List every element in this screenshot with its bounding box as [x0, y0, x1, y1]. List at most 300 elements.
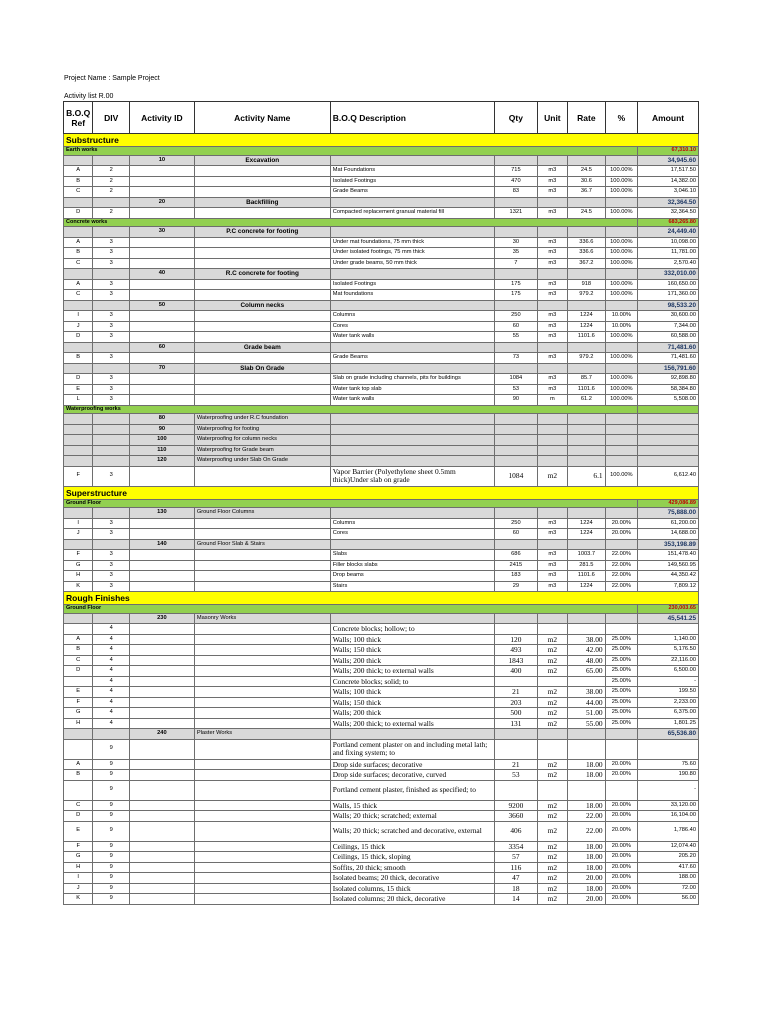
cell-unit: m3	[537, 581, 567, 592]
table-row[interactable]	[64, 687, 699, 698]
cell-activity-id: 70	[129, 363, 194, 374]
header-boq-ref[interactable]: B.O.Q Ref	[64, 102, 93, 134]
cell-activity-id	[129, 852, 194, 863]
cell-percent	[605, 739, 637, 759]
activity-row[interactable]	[64, 613, 699, 624]
cell-qty: 90	[495, 395, 538, 406]
cell-qty: 57	[495, 852, 538, 863]
activity-row[interactable]	[64, 539, 699, 550]
table-row[interactable]	[64, 166, 699, 177]
cell-div	[93, 435, 130, 446]
cell-div	[93, 414, 130, 425]
activity-row[interactable]	[64, 414, 699, 425]
cell-div: 3	[93, 518, 130, 529]
cell-description: Drop side surfaces; decorative, curved	[330, 770, 494, 781]
activity-row[interactable]	[64, 197, 699, 208]
cell-empty	[495, 613, 538, 624]
cell-rate: 42.00	[568, 645, 606, 656]
cell-qty: 7	[495, 258, 538, 269]
cell-amount: 61,200.00	[638, 518, 699, 529]
cell-div: 9	[93, 800, 130, 811]
cell-div	[93, 197, 130, 208]
cell-div	[93, 363, 130, 374]
cell-qty: 60	[495, 529, 538, 540]
cell-rate: 65.00	[568, 666, 606, 677]
cell-rate: 38.00	[568, 687, 606, 698]
subsection-amount: 683,265.80	[638, 218, 699, 227]
cell-amount: 417.60	[638, 862, 699, 873]
cell-div: 9	[93, 780, 130, 800]
cell-rate: 1003.7	[568, 550, 606, 561]
cell-ref	[64, 508, 93, 519]
cell-rate: 55.00	[568, 718, 606, 729]
cell-amount: 190.80	[638, 770, 699, 781]
cell-empty	[605, 539, 637, 550]
cell-unit: m2	[537, 759, 567, 770]
table-row[interactable]	[64, 718, 699, 729]
cell-activity-amount: 353,198.89	[638, 539, 699, 550]
activity-row[interactable]	[64, 424, 699, 435]
cell-unit: m2	[537, 800, 567, 811]
table-row[interactable]	[64, 676, 699, 687]
cell-amount: 60,588.00	[638, 332, 699, 343]
cell-activity-id	[129, 697, 194, 708]
cell-empty	[495, 300, 538, 311]
cell-activity-id: 240	[129, 729, 194, 740]
cell-activity-id	[129, 862, 194, 873]
header-boq-description[interactable]: B.O.Q Description	[330, 102, 494, 134]
cell-ref: C	[64, 258, 93, 269]
cell-unit: m2	[537, 841, 567, 852]
cell-activity-name	[194, 841, 330, 852]
cell-description: Walls; 20 thick; scratched; external	[330, 811, 494, 822]
cell-ref: C	[64, 800, 93, 811]
table-row[interactable]	[64, 841, 699, 852]
cell-activity-id	[129, 718, 194, 729]
cell-percent: 25.00%	[605, 666, 637, 677]
cell-percent	[605, 780, 637, 800]
cell-ref: A	[64, 237, 93, 248]
cell-empty	[605, 613, 637, 624]
table-row[interactable]	[64, 353, 699, 364]
cell-activity-name: Backfilling	[194, 197, 330, 208]
cell-rate: 85.7	[568, 374, 606, 385]
table-row[interactable]	[64, 529, 699, 540]
cell-rate: 281.5	[568, 560, 606, 571]
cell-ref	[64, 780, 93, 800]
table-row[interactable]	[64, 311, 699, 322]
cell-activity-name: Plaster Works	[194, 729, 330, 740]
cell-rate: 20.00	[568, 873, 606, 884]
cell-activity-name: Grade beam	[194, 342, 330, 353]
cell-description: Water tank walls	[330, 395, 494, 406]
cell-empty	[605, 435, 637, 446]
cell-qty: 250	[495, 518, 538, 529]
cell-description: Concrete blocks; hollow; to	[330, 624, 494, 635]
cell-activity-id	[129, 166, 194, 177]
cell-description: Isolated beams; 20 thick, decorative	[330, 873, 494, 884]
activity-row[interactable]	[64, 435, 699, 446]
cell-description: Concrete blocks; solid; to	[330, 676, 494, 687]
cell-empty	[605, 729, 637, 740]
cell-unit: m	[537, 395, 567, 406]
cell-amount: 58,384.80	[638, 384, 699, 395]
cell-div: 3	[93, 290, 130, 301]
cell-div: 2	[93, 166, 130, 177]
cell-percent: 25.00%	[605, 697, 637, 708]
cell-ref	[64, 300, 93, 311]
cell-empty	[537, 414, 567, 425]
cell-activity-name	[194, 634, 330, 645]
cell-amount: 16,104.00	[638, 811, 699, 822]
cell-ref: J	[64, 529, 93, 540]
table-row[interactable]	[64, 655, 699, 666]
table-row[interactable]	[64, 645, 699, 656]
cell-rate: 44.00	[568, 697, 606, 708]
cell-amount	[638, 624, 699, 635]
cell-empty	[330, 342, 494, 353]
header-rate[interactable]: Rate	[568, 102, 606, 134]
cell-unit: m2	[537, 883, 567, 894]
activity-row[interactable]	[64, 342, 699, 353]
cell-activity-id: 50	[129, 300, 194, 311]
table-row[interactable]	[64, 332, 699, 343]
cell-activity-name: Waterproofing for column necks	[194, 435, 330, 446]
cell-qty: 73	[495, 353, 538, 364]
cell-percent: 100.00%	[605, 176, 637, 187]
header-activity-id[interactable]: Activity ID	[129, 102, 194, 134]
cell-activity-id	[129, 466, 194, 486]
cell-qty: 500	[495, 708, 538, 719]
cell-empty	[330, 435, 494, 446]
table-row[interactable]	[64, 395, 699, 406]
activity-row[interactable]	[64, 363, 699, 374]
header-unit[interactable]: Unit	[537, 102, 567, 134]
cell-qty: 250	[495, 311, 538, 322]
cell-rate: 1224	[568, 529, 606, 540]
table-row[interactable]	[64, 624, 699, 635]
cell-activity-name: Waterproofing under Slab On Grade	[194, 456, 330, 467]
cell-activity-id	[129, 666, 194, 677]
table-row[interactable]	[64, 321, 699, 332]
cell-ref: C	[64, 655, 93, 666]
cell-amount: 6,500.00	[638, 666, 699, 677]
cell-description: Water tank walls	[330, 332, 494, 343]
cell-activity-name: Waterproofing for footing	[194, 424, 330, 435]
cell-activity-name	[194, 862, 330, 873]
cell-percent: 100.00%	[605, 353, 637, 364]
table-row[interactable]	[64, 780, 699, 800]
header-div[interactable]: DIV	[93, 102, 130, 134]
table-row[interactable]	[64, 666, 699, 677]
cell-amount: 5,508.00	[638, 395, 699, 406]
cell-qty	[495, 780, 538, 800]
cell-rate: 18.00	[568, 862, 606, 873]
header-activity-name[interactable]: Activity Name	[194, 102, 330, 134]
cell-activity-name	[194, 395, 330, 406]
cell-activity-name	[194, 883, 330, 894]
cell-ref: A	[64, 279, 93, 290]
header-amount[interactable]: Amount	[638, 102, 699, 134]
cell-rate: 1224	[568, 581, 606, 592]
cell-amount: 199.50	[638, 687, 699, 698]
cell-activity-amount: 71,481.60	[638, 342, 699, 353]
cell-unit: m3	[537, 571, 567, 582]
table-row[interactable]	[64, 634, 699, 645]
cell-description: Walls; 200 thick; to external walls	[330, 718, 494, 729]
cell-activity-amount: 332,010.00	[638, 269, 699, 280]
subsection-amount: 429,086.89	[638, 499, 699, 508]
cell-description: Walls, 15 thick	[330, 800, 494, 811]
table-row[interactable]	[64, 550, 699, 561]
table-row[interactable]	[64, 739, 699, 759]
cell-activity-name: Ground Floor Columns	[194, 508, 330, 519]
cell-activity-id	[129, 353, 194, 364]
cell-unit: m3	[537, 321, 567, 332]
cell-activity-id	[129, 550, 194, 561]
cell-qty: 1843	[495, 655, 538, 666]
cell-div: 3	[93, 279, 130, 290]
cell-activity-name: Column necks	[194, 300, 330, 311]
cell-empty	[495, 445, 538, 456]
table-row[interactable]	[64, 811, 699, 822]
cell-empty	[568, 456, 606, 467]
cell-div: 9	[93, 739, 130, 759]
cell-empty	[605, 424, 637, 435]
cell-activity-name	[194, 894, 330, 905]
cell-activity-name	[194, 560, 330, 571]
cell-ref: D	[64, 208, 93, 219]
activity-row[interactable]	[64, 227, 699, 238]
cell-ref: D	[64, 811, 93, 822]
cell-unit: m2	[537, 811, 567, 822]
cell-empty	[605, 227, 637, 238]
cell-activity-name	[194, 208, 330, 219]
cell-description: Soffits, 20 thick; smooth	[330, 862, 494, 873]
cell-qty: 183	[495, 571, 538, 582]
cell-activity-name: R.C concrete for footing	[194, 269, 330, 280]
cell-div: 2	[93, 176, 130, 187]
cell-activity-name	[194, 873, 330, 884]
cell-empty	[605, 342, 637, 353]
subsection-amount: 230,003.65	[638, 605, 699, 614]
cell-qty: 29	[495, 581, 538, 592]
cell-unit: m2	[537, 634, 567, 645]
subsection-title: Ground Floor	[64, 499, 638, 508]
cell-empty	[330, 155, 494, 166]
cell-empty	[568, 729, 606, 740]
cell-unit: m3	[537, 529, 567, 540]
cell-unit: m2	[537, 666, 567, 677]
cell-activity-name	[194, 739, 330, 759]
cell-div	[93, 155, 130, 166]
cell-unit: m3	[537, 374, 567, 385]
cell-empty	[568, 414, 606, 425]
cell-activity-id: 60	[129, 342, 194, 353]
cell-empty	[568, 300, 606, 311]
cell-empty	[330, 363, 494, 374]
table-row[interactable]	[64, 862, 699, 873]
table-body	[64, 134, 699, 905]
table-row[interactable]	[64, 176, 699, 187]
cell-empty	[568, 539, 606, 550]
cell-activity-name	[194, 708, 330, 719]
table-row[interactable]	[64, 374, 699, 385]
table-row[interactable]	[64, 279, 699, 290]
cell-rate	[568, 780, 606, 800]
table-row[interactable]	[64, 518, 699, 529]
cell-percent: 25.00%	[605, 634, 637, 645]
header-qty[interactable]: Qty	[495, 102, 538, 134]
table-row[interactable]	[64, 237, 699, 248]
table-row[interactable]	[64, 708, 699, 719]
cell-activity-name	[194, 258, 330, 269]
cell-activity-name	[194, 237, 330, 248]
section-row	[64, 134, 699, 147]
cell-div: 9	[93, 873, 130, 884]
cell-amount: 7,344.00	[638, 321, 699, 332]
table-row[interactable]	[64, 883, 699, 894]
cell-activity-id	[129, 821, 194, 841]
cell-ref: F	[64, 841, 93, 852]
cell-description: Ceilings, 15 thick, sloping	[330, 852, 494, 863]
cell-div: 9	[93, 770, 130, 781]
cell-activity-id	[129, 645, 194, 656]
cell-qty: 21	[495, 687, 538, 698]
table-row[interactable]	[64, 581, 699, 592]
cell-empty	[537, 363, 567, 374]
cell-activity-id	[129, 311, 194, 322]
cell-activity-id	[129, 708, 194, 719]
cell-qty: 30	[495, 237, 538, 248]
cell-amount: 11,781.00	[638, 248, 699, 259]
table-row[interactable]	[64, 187, 699, 198]
cell-empty	[495, 729, 538, 740]
table-row[interactable]	[64, 873, 699, 884]
table-row[interactable]	[64, 821, 699, 841]
activity-row[interactable]	[64, 508, 699, 519]
cell-div: 9	[93, 862, 130, 873]
activity-row[interactable]	[64, 456, 699, 467]
table-row[interactable]	[64, 466, 699, 486]
cell-description: Columns	[330, 311, 494, 322]
table-row[interactable]	[64, 290, 699, 301]
cell-description: Cores	[330, 321, 494, 332]
cell-rate: 1101.6	[568, 571, 606, 582]
table-row[interactable]	[64, 248, 699, 259]
cell-ref	[64, 445, 93, 456]
table-row[interactable]	[64, 759, 699, 770]
cell-unit: m2	[537, 655, 567, 666]
cell-div: 3	[93, 550, 130, 561]
table-row[interactable]	[64, 697, 699, 708]
cell-activity-name	[194, 676, 330, 687]
cell-ref: B	[64, 645, 93, 656]
cell-ref: B	[64, 176, 93, 187]
cell-amount: 1,140.00	[638, 634, 699, 645]
cell-empty	[537, 342, 567, 353]
table-row[interactable]	[64, 571, 699, 582]
cell-empty	[495, 539, 538, 550]
cell-activity-name	[194, 311, 330, 322]
cell-activity-name	[194, 550, 330, 561]
table-row[interactable]	[64, 770, 699, 781]
cell-rate: 48.00	[568, 655, 606, 666]
cell-activity-name	[194, 581, 330, 592]
cell-amount: 14,382.00	[638, 176, 699, 187]
cell-ref	[64, 342, 93, 353]
cell-unit	[537, 780, 567, 800]
cell-unit	[537, 624, 567, 635]
table-row[interactable]	[64, 208, 699, 219]
cell-qty: 1084	[495, 374, 538, 385]
cell-qty: 60	[495, 321, 538, 332]
cell-unit: m3	[537, 176, 567, 187]
cell-activity-name	[194, 166, 330, 177]
cell-div: 3	[93, 395, 130, 406]
cell-ref: D	[64, 374, 93, 385]
cell-rate: 18.00	[568, 841, 606, 852]
table-row[interactable]	[64, 894, 699, 905]
cell-activity-name	[194, 374, 330, 385]
cell-empty	[537, 197, 567, 208]
cell-description: Mat Foundations	[330, 166, 494, 177]
cell-div: 4	[93, 624, 130, 635]
cell-activity-name: Slab On Grade	[194, 363, 330, 374]
cell-rate: 367.2	[568, 258, 606, 269]
cell-div: 9	[93, 883, 130, 894]
cell-ref: L	[64, 395, 93, 406]
subsection-row	[64, 499, 699, 508]
cell-ref: G	[64, 560, 93, 571]
table-row[interactable]	[64, 852, 699, 863]
cell-description: Isolated columns; 20 thick, decorative	[330, 894, 494, 905]
cell-activity-id: 100	[129, 435, 194, 446]
table-row[interactable]	[64, 384, 699, 395]
cell-qty: 400	[495, 666, 538, 677]
cell-rate: 20.00	[568, 894, 606, 905]
cell-unit: m3	[537, 550, 567, 561]
table-row[interactable]	[64, 800, 699, 811]
header-percent[interactable]: %	[605, 102, 637, 134]
cell-div: 3	[93, 248, 130, 259]
table-row[interactable]	[64, 258, 699, 269]
cell-rate: 22.00	[568, 821, 606, 841]
cell-div: 4	[93, 697, 130, 708]
cell-activity-amount: 34,945.60	[638, 155, 699, 166]
cell-ref: D	[64, 666, 93, 677]
activity-row[interactable]	[64, 729, 699, 740]
activity-row[interactable]	[64, 445, 699, 456]
cell-empty	[537, 269, 567, 280]
cell-qty: 9200	[495, 800, 538, 811]
cell-activity-name	[194, 466, 330, 486]
activity-row[interactable]	[64, 269, 699, 280]
cell-ref	[64, 227, 93, 238]
activity-row[interactable]	[64, 155, 699, 166]
activity-row[interactable]	[64, 300, 699, 311]
cell-div: 4	[93, 708, 130, 719]
cell-div: 3	[93, 237, 130, 248]
cell-qty: 715	[495, 166, 538, 177]
table-row[interactable]	[64, 560, 699, 571]
cell-description: Grade Beams	[330, 187, 494, 198]
cell-rate: 979.2	[568, 353, 606, 364]
cell-activity-name	[194, 384, 330, 395]
cell-activity-name	[194, 800, 330, 811]
cell-activity-name: Masonry Works	[194, 613, 330, 624]
cell-rate: 336.6	[568, 248, 606, 259]
